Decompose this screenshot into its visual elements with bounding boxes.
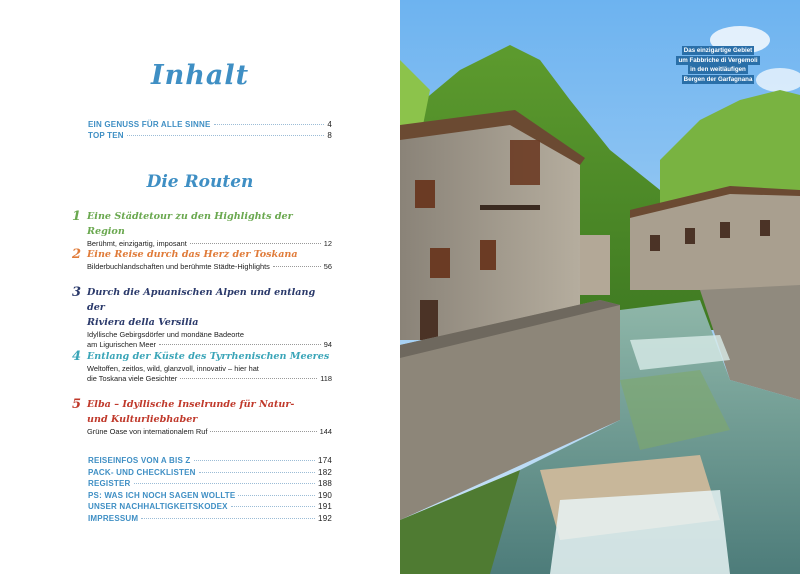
route-number: 3 (72, 285, 82, 300)
leader-dots (141, 518, 315, 519)
village-river-photo (400, 0, 800, 574)
route-description (87, 374, 332, 384)
toc-appendix-list (88, 455, 332, 525)
photo-caption (668, 46, 768, 84)
toc-entry[interactable] (88, 455, 332, 467)
route-page: 144 (319, 427, 332, 436)
toc-entry-page: 190 (318, 490, 332, 500)
page-title: Inhalt (150, 60, 250, 91)
route-description-text: am Ligurischen Meer (87, 340, 157, 349)
route-description-text: Grüne Oase von internationalem Ruf (87, 427, 208, 436)
toc-intro-list (88, 119, 332, 141)
leader-dots (134, 483, 316, 484)
photo-page (400, 0, 800, 574)
toc-entry-label: PS: WAS ICH NOCH SAGEN WOLLTE (88, 490, 236, 500)
toc-entry-label: PACK- UND CHECKLISTEN (88, 467, 196, 477)
route-number: 1 (72, 209, 82, 224)
route-description (87, 427, 332, 437)
toc-entry-page: 4 (327, 120, 332, 129)
toc-entry[interactable] (88, 490, 332, 502)
route-entry-4[interactable] (72, 349, 332, 384)
toc-entry-page: 188 (318, 479, 332, 489)
toc-entry-label: UNSER NACHHALTIGKEITSKODEX (88, 502, 228, 512)
route-description-text: Bilderbuchlandschaften und berühmte Städte-Highlights (87, 262, 270, 271)
leader-dots (231, 506, 315, 507)
toc-entry[interactable] (88, 119, 332, 130)
caption-line: Das einzigartige Gebiet (683, 47, 753, 54)
route-description (87, 262, 332, 272)
route-entry-5[interactable] (72, 397, 332, 437)
routes-heading: Die Routen (146, 172, 254, 192)
route-entry-1[interactable] (72, 209, 332, 249)
route-number: 2 (72, 247, 82, 262)
toc-entry-label: TOP TEN (88, 131, 124, 140)
route-title: Eine Städtetour zu den Highlights der Region (87, 211, 293, 237)
route-page: 94 (323, 340, 332, 349)
toc-entry-page: 8 (327, 131, 332, 140)
route-description-line-1: Idyllische Gebirgsdörfer und mondäne Badeorte (87, 330, 244, 339)
leader-dots (199, 472, 315, 473)
caption-line: in den weitläufigen (690, 66, 746, 74)
route-title-line-2: und Kulturliebhaber (87, 414, 198, 425)
route-title: Eine Reise durch das Herz der Toskana (87, 249, 298, 260)
toc-entry-page: 192 (318, 513, 332, 523)
caption-line: Bergen der Garfagnana (683, 75, 753, 83)
route-number: 4 (72, 349, 82, 364)
toc-entry[interactable] (88, 130, 332, 141)
route-page: 56 (323, 262, 332, 271)
route-title-line-1: Elba – Idyllische Inselrunde für Natur- (87, 399, 295, 410)
route-title-line-2: Riviera della Versilia (87, 317, 199, 328)
route-page: 12 (323, 239, 332, 248)
route-page: 118 (320, 374, 332, 383)
leader-dots (180, 378, 317, 379)
leader-dots (273, 266, 321, 267)
leader-dots (159, 344, 321, 345)
leader-dots (214, 124, 325, 125)
route-description-line-1: Weltoffen, zeitlos, wild, glanzvoll, innovativ – hier hat (87, 364, 259, 373)
leader-dots (238, 495, 315, 496)
leader-dots (194, 460, 316, 461)
leader-dots (210, 431, 316, 432)
route-description-text: die Toskana viele Gesichter (87, 374, 178, 383)
toc-entry[interactable] (88, 478, 332, 490)
leader-dots (127, 135, 325, 136)
toc-entry[interactable] (88, 467, 332, 479)
route-description-text: Berühmt, einzigartig, imposant (87, 239, 187, 248)
toc-entry-page: 174 (318, 456, 332, 465)
route-number: 5 (72, 397, 82, 412)
toc-entry-label: REGISTER (88, 479, 131, 489)
toc-entry-label: EIN GENUSS FÜR ALLE SINNE (88, 120, 211, 129)
toc-entry[interactable] (88, 513, 332, 525)
leader-dots (190, 243, 321, 244)
toc-entry-label: REISEINFOS VON A BIS Z (88, 456, 191, 465)
route-title: Entlang der Küste des Tyrrhenischen Meeres (87, 351, 330, 362)
route-entry-3[interactable] (72, 285, 332, 350)
toc-entry[interactable] (88, 501, 332, 513)
toc-entry-page: 191 (318, 502, 332, 512)
caption-line: um Fabbriche di Vergemoli (678, 56, 758, 64)
toc-entry-label: IMPRESSUM (88, 513, 139, 523)
toc-entry-page: 182 (318, 467, 332, 477)
route-title-line-1: Durch die Apuanischen Alpen und entlang der (87, 287, 316, 313)
route-entry-2[interactable] (72, 247, 332, 272)
